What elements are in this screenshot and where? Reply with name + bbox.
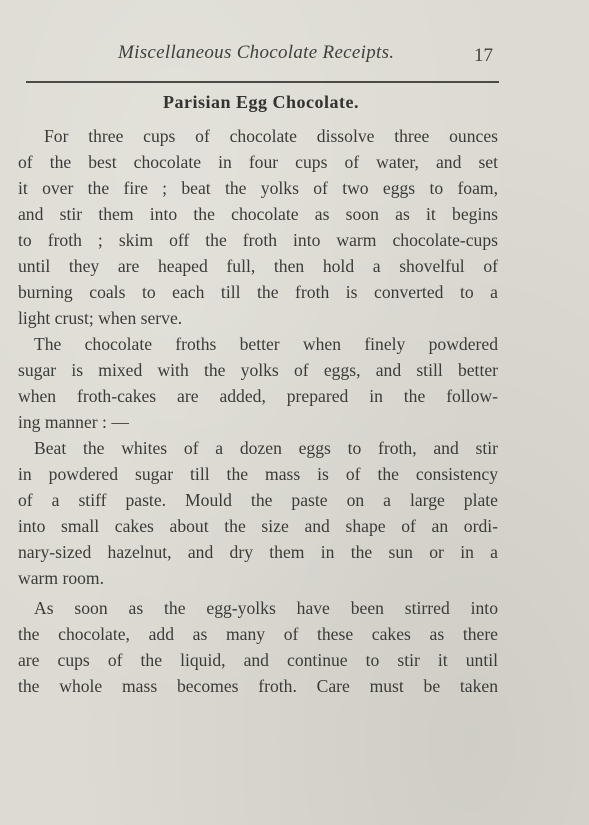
text-line: are cups of the liquid, and continue to stir it until <box>18 650 498 670</box>
paragraph-2 <box>18 331 498 435</box>
paragraph-1 <box>18 123 498 331</box>
text-line: of the best chocolate in four cups of water, and set <box>18 152 498 172</box>
text-line: in powdered sugar till the mass is of the consistency <box>18 464 498 484</box>
text-line: to froth ; skim off the froth into warm chocolate-cups <box>18 230 498 250</box>
text-line: into small cakes about the size and shape of an ordi- <box>18 516 498 536</box>
text-line: ing manner : — <box>18 412 129 432</box>
text-line: burning coals to each till the froth is converted to a <box>18 282 498 302</box>
text-line: Beat the whites of a dozen eggs to froth, and stir <box>34 438 498 458</box>
paragraph-3 <box>18 435 498 591</box>
text-line: and stir them into the chocolate as soon as it begins <box>18 204 498 224</box>
text-line: the chocolate, add as many of these cakes as there <box>18 624 498 644</box>
paragraph-4 <box>18 595 498 699</box>
header-rule <box>26 81 499 83</box>
text-line: it over the fire ; beat the yolks of two eggs to foam, <box>18 178 498 198</box>
text-line: until they are heaped full, then hold a shovelful of <box>18 256 498 276</box>
text-line: the whole mass becomes froth. Care must be taken <box>18 676 498 696</box>
section-title: Parisian Egg Chocolate. <box>163 92 359 112</box>
text-line: nary-sized hazelnut, and dry them in the sun or in a <box>18 542 498 562</box>
running-head-title: Miscellaneous Chocolate Receipts. <box>118 42 395 63</box>
text-line: when froth-cakes are added, prepared in the follow- <box>18 386 498 406</box>
text-line: warm room. <box>18 568 104 588</box>
page-number: 17 <box>474 45 493 66</box>
text-line: light crust; when serve. <box>18 308 183 328</box>
text-line: For three cups of chocolate dissolve three ounces <box>44 126 498 146</box>
running-head <box>0 42 589 70</box>
text-line: As soon as the egg-yolks have been stirred into <box>34 598 498 618</box>
text-line: The chocolate froths better when finely powdered <box>34 334 498 354</box>
text-line: of a stiff paste. Mould the paste on a large plate <box>18 490 498 510</box>
text-line: sugar is mixed with the yolks of eggs, and still better <box>18 360 498 380</box>
body-text <box>18 123 498 699</box>
